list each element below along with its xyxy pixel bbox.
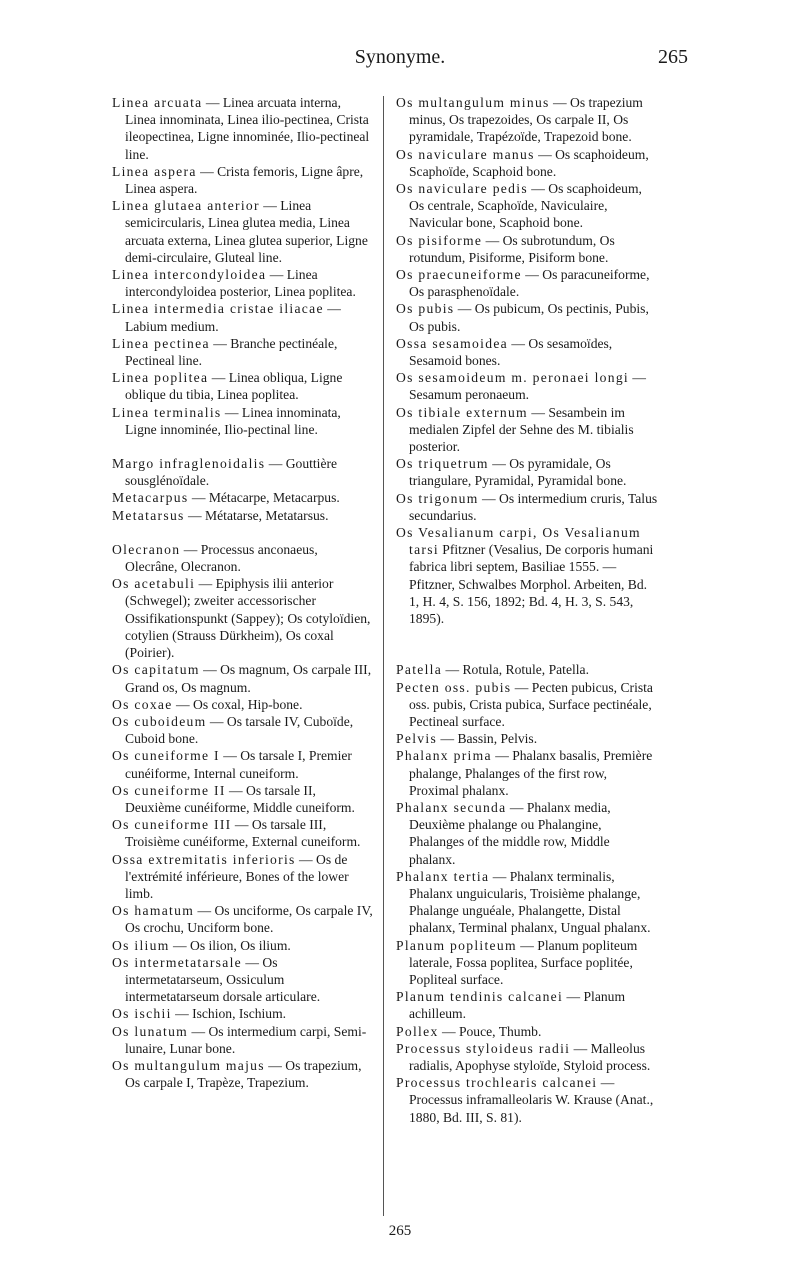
- entry-synonyms: — Os pubicum, Os pectinis, Pubis, Os pubis.: [409, 301, 649, 334]
- entry-synonyms: — Os unciforme, Os carpale IV, Os crochu, Unciform bone.: [125, 903, 373, 936]
- entry-synonyms: — Gouttière sousglénoïdale.: [125, 456, 338, 489]
- entry-synonyms: — Os tarsale IV, Cuboïde, Cuboid bone.: [125, 713, 354, 747]
- entry-headword: Os multangulum majus: [112, 1057, 265, 1073]
- synonym-entry: [396, 1040, 659, 1074]
- entry-synonyms: — Phalanx media, Deuxième phalange ou Phalangine, Phalanges of the middle row, Middle phalanx.: [409, 799, 611, 867]
- synonym-entry: [396, 799, 659, 868]
- running-head: [0, 46, 800, 76]
- synonym-entry: [112, 1057, 373, 1091]
- synonym-entry: [396, 730, 659, 747]
- synonym-entry: [396, 335, 659, 369]
- synonym-entry: [112, 954, 373, 1006]
- entry-headword: Planum popliteum: [396, 937, 517, 953]
- synonym-entry: [112, 335, 373, 369]
- page-title: Synonyme.: [354, 46, 446, 68]
- entry-headword: Os trigonum: [396, 490, 479, 506]
- entry-synonyms: — Os coxal, Hip-bone.: [172, 696, 303, 712]
- synonym-entry: [112, 713, 373, 747]
- entry-headword: Os pisiforme: [396, 232, 483, 248]
- synonym-entry: [396, 679, 659, 731]
- entry-headword: Patella: [396, 662, 443, 678]
- entry-headword: Ossa sesamoidea: [396, 335, 508, 351]
- entry-headword: Os lunatum: [112, 1023, 189, 1039]
- synonym-entry: [396, 490, 659, 524]
- entry-headword: Os multangulum minus: [396, 95, 550, 110]
- entry-synonyms: — Processus anconaeus, Olecrâne, Olecranon.: [125, 541, 318, 575]
- entry-synonyms: — Os pyramidale, Os triangulare, Pyramidal, Pyramidal bone.: [409, 456, 627, 489]
- entry-synonyms: — Planum achilleum.: [409, 989, 626, 1022]
- entry-headword: Linea aspera: [112, 163, 197, 179]
- entry-headword: Os sesamoideum m. peronaei longi: [396, 370, 630, 386]
- synonym-entry: [112, 1023, 373, 1057]
- entry-synonyms: — Os de l'extrémité inférieure, Bones of the lower limb.: [125, 851, 349, 901]
- entry-headword: Os naviculare manus: [396, 146, 535, 162]
- entry-synonyms: — Os magnum, Os carpale III, Grand os, Os magnum.: [125, 662, 372, 695]
- entry-headword: Os cuneiforme III: [112, 817, 232, 833]
- entry-synonyms: — Phalanx terminalis, Phalanx unguicularis, Troisième phalange, Phalange unguéale, Phalangette, Distal phalanx, Terminal phalanx, Ungual phalanx.: [409, 868, 651, 936]
- entry-headword: Linea terminalis: [112, 404, 222, 420]
- entry-gap: [396, 627, 659, 644]
- entry-synonyms: — Ischion, Ischium.: [171, 1006, 287, 1022]
- entry-headword: Linea pectinea: [112, 335, 210, 351]
- entry-synonyms: — Os tarsale I, Premier cunéiforme, Internal cuneiform.: [125, 748, 352, 781]
- entry-headword: Os hamatum: [112, 903, 195, 919]
- entry-synonyms: — Rotula, Rotule, Patella.: [442, 662, 589, 678]
- entry-synonyms: — Os tarsale II, Deuxième cunéiforme, Middle cuneiform.: [125, 782, 355, 815]
- synonym-entry: [396, 266, 659, 300]
- synonym-entry: [112, 575, 373, 661]
- entry-synonyms: — Os ilion, Os ilium.: [169, 937, 291, 953]
- synonym-entry: [396, 524, 659, 627]
- entry-headword: Processus styloideus radii: [396, 1040, 571, 1056]
- entry-synonyms: — Pouce, Thumb.: [438, 1023, 542, 1039]
- entry-synonyms: — Os subrotundum, Os rotundum, Pisiforme, Pisiform bone.: [409, 232, 615, 265]
- synonym-entry: [112, 541, 373, 575]
- entry-synonyms: — Bassin, Pelvis.: [437, 731, 538, 747]
- entry-synonyms: — Processus inframalleolaris W. Krause (Anat., 1880, Bd. III, S. 81).: [409, 1075, 654, 1125]
- synonym-entry: [396, 747, 659, 799]
- entry-synonyms: — Crista femoris, Ligne âpre, Linea aspera.: [125, 163, 364, 197]
- entry-headword: Os ilium: [112, 937, 170, 953]
- entry-headword: Phalanx tertia: [396, 868, 490, 884]
- entry-headword: Metacarpus: [112, 490, 189, 506]
- entry-headword: Os coxae: [112, 696, 173, 712]
- synonym-entry: [396, 300, 659, 334]
- synonym-entry: [396, 232, 659, 266]
- entry-headword: Margo infraglenoidalis: [112, 456, 266, 472]
- synonym-entry: [396, 937, 659, 989]
- synonym-entry: [112, 197, 373, 266]
- entry-synonyms: — Malleolus radialis, Apophyse styloïde, Styloid process.: [409, 1040, 651, 1073]
- entry-headword: Os pubis: [396, 301, 455, 317]
- entry-gap: [112, 524, 373, 541]
- entry-synonyms: — Linea innominata, Ligne innominée, Ilio-pectinal line.: [125, 404, 341, 437]
- synonym-entry: [112, 1005, 373, 1022]
- synonym-entry: [112, 455, 373, 489]
- entry-headword: Os praecuneiforme: [396, 267, 522, 283]
- entry-synonyms: — Os tarsale III, Troisième cunéiforme, External cuneiform.: [125, 817, 361, 850]
- page-number-top: 265: [658, 46, 688, 68]
- entry-synonyms: — Os intermedium carpi, Semi-lunaire, Lunar bone.: [125, 1023, 367, 1056]
- synonym-entry: [112, 902, 373, 936]
- entry-synonyms: — Planum popliteum laterale, Fossa poplitea, Surface poplitée, Popliteal surface.: [409, 937, 638, 987]
- entry-headword: Os intermetatarsale: [112, 954, 243, 970]
- page-number-bottom: 265: [388, 1223, 412, 1239]
- entry-synonyms: — Linea obliqua, Ligne oblique du tibia, Linea poplitea.: [125, 370, 343, 403]
- entry-synonyms: — Os trapezium minus, Os trapezoides, Os carpale II, Os pyramidale, Trapézoïde, Trapezoid bone.: [409, 95, 643, 145]
- synonym-entry: [112, 369, 373, 403]
- entry-synonyms: — Os intermetatarseum, Ossiculum intermetatarseum dorsale articulare.: [125, 954, 321, 1005]
- left-column: [112, 94, 383, 1216]
- synonym-entry: [396, 1023, 659, 1040]
- entry-headword: Os naviculare pedis: [396, 181, 528, 197]
- entry-synonyms: — Pecten pubicus, Crista oss. pubis, Crista pubica, Surface pectinéale, Pectineal surface.: [409, 679, 653, 729]
- synonym-entry: [396, 455, 659, 489]
- synonym-entry: [112, 661, 373, 695]
- entry-headword: Os cuneiforme II: [112, 782, 226, 798]
- entry-headword: Linea glutaea anterior: [112, 198, 260, 214]
- synonym-entry: [112, 782, 373, 816]
- entry-synonyms: — Linea intercondyloidea posterior, Linea poplitea.: [125, 267, 356, 300]
- entry-headword: Phalanx secunda: [396, 799, 507, 815]
- entry-synonyms: — Os paracuneiforme, Os parasphenoïdale.: [409, 267, 650, 300]
- synonym-entry: [396, 404, 659, 456]
- entry-synonyms: — Epiphysis ilii anterior (Schwegel); zweiter accessorischer Ossifikationspunkt (Sappey); Os cotyloïdien, cotylien (Strauss Dürkheim), Os coxal (Poirier).: [125, 576, 371, 661]
- entry-headword: Os cuboideum: [112, 713, 207, 729]
- synonym-entry: [396, 94, 659, 146]
- entry-synonyms: — Os sesamoïdes, Sesamoid bones.: [409, 335, 613, 369]
- entry-headword: Metatarsus: [112, 507, 185, 523]
- entry-synonyms: — Os scaphoideum, Scaphoïde, Scaphoid bone.: [409, 146, 649, 179]
- entry-synonyms: Pfitzner (Vesalius, De corporis humani fabrica libri septem, Basiliae 1555. — Pfitzner, Schwalbes Morphol. Arbeiten, Bd. 1, H. 4, S. 156, 1892; Bd. 4, H. 3, S. 543, 1895).: [409, 542, 654, 627]
- entry-headword: Os acetabuli: [112, 576, 196, 592]
- entry-synonyms: — Labium medium.: [125, 301, 341, 334]
- entry-synonyms: — Os intermedium cruris, Talus secundarius.: [409, 490, 658, 523]
- synonym-entry: [112, 507, 373, 524]
- entry-headword: Ossa extremitatis inferioris: [112, 851, 296, 867]
- synonym-entry: [112, 404, 373, 438]
- entry-headword: Os ischii: [112, 1006, 172, 1022]
- entry-headword: Pecten oss. pubis: [396, 679, 512, 695]
- entry-synonyms: — Os trapezium, Os carpale I, Trapèze, Trapezium.: [125, 1057, 362, 1091]
- entry-gap: [396, 644, 659, 661]
- two-column-body: [112, 94, 688, 1216]
- entry-headword: Planum tendinis calcanei: [396, 989, 564, 1005]
- entry-headword: Os Vesalianum carpi, Os Vesalianum tarsi: [396, 525, 641, 558]
- right-column: [384, 94, 659, 1216]
- entry-headword: Os cuneiforme I: [112, 748, 220, 764]
- synonym-entry: [396, 868, 659, 937]
- synonym-entry: [112, 300, 373, 334]
- entry-headword: Phalanx prima: [396, 748, 492, 764]
- entry-gap: [112, 438, 373, 455]
- entry-headword: Pelvis: [396, 731, 438, 747]
- synonym-entry: [112, 163, 373, 197]
- synonym-entry: [396, 661, 659, 678]
- entry-headword: Pollex: [396, 1023, 439, 1039]
- entry-synonyms: — Métacarpe, Metacarpus.: [188, 490, 340, 506]
- entry-synonyms: — Os scaphoideum, Os centrale, Scaphoïde, Naviculaire, Navicular bone, Scaphoid bone.: [409, 181, 642, 231]
- synonym-entry: [112, 816, 373, 850]
- entry-headword: Linea intermedia cristae iliacae: [112, 301, 324, 317]
- entry-headword: Olecranon: [112, 541, 181, 557]
- entry-synonyms: — Métatarse, Metatarsus.: [184, 507, 329, 523]
- entry-synonyms: — Linea semicircularis, Linea glutea media, Linea arcuata externa, Linea glutea superior, Ligne demi-circulaire, Gluteal line.: [125, 198, 368, 265]
- entry-synonyms: — Branche pectinéale, Pectineal line.: [125, 335, 338, 369]
- entry-headword: Os triquetrum: [396, 456, 489, 472]
- entry-headword: Os capitatum: [112, 662, 200, 678]
- entry-synonyms: — Sesamum peronaeum.: [409, 370, 647, 403]
- synonym-entry: [112, 94, 373, 163]
- synonym-entry: [396, 146, 659, 180]
- synonym-entry: [112, 937, 373, 954]
- entry-headword: Os tibiale externum: [396, 404, 528, 420]
- synonym-entry: [112, 266, 373, 300]
- synonym-entry: [112, 747, 373, 781]
- synonym-entry: [112, 696, 373, 713]
- entry-synonyms: — Sesambein im medialen Zipfel der Sehne des M. tibialis posterior.: [409, 404, 634, 455]
- entry-headword: Linea arcuata: [112, 95, 203, 110]
- synonym-entry: [112, 851, 373, 903]
- entry-headword: Linea poplitea: [112, 370, 209, 386]
- entry-synonyms: — Phalanx basalis, Première phalange, Phalanges of the first row, Proximal phalanx.: [409, 748, 653, 798]
- synonym-entry: [112, 489, 373, 506]
- synonym-entry: [396, 180, 659, 232]
- entry-headword: Processus trochlearis calcanei: [396, 1075, 598, 1091]
- entry-synonyms: — Linea arcuata interna, Linea innominata, Linea ilio-pectinea, Crista ileopectinea, Ligne innominée, Ilio-pectineal line.: [125, 95, 370, 162]
- synonym-entry: [396, 369, 659, 403]
- synonym-entry: [396, 988, 659, 1022]
- entry-headword: Linea intercondyloidea: [112, 267, 267, 283]
- synonym-entry: [396, 1074, 659, 1126]
